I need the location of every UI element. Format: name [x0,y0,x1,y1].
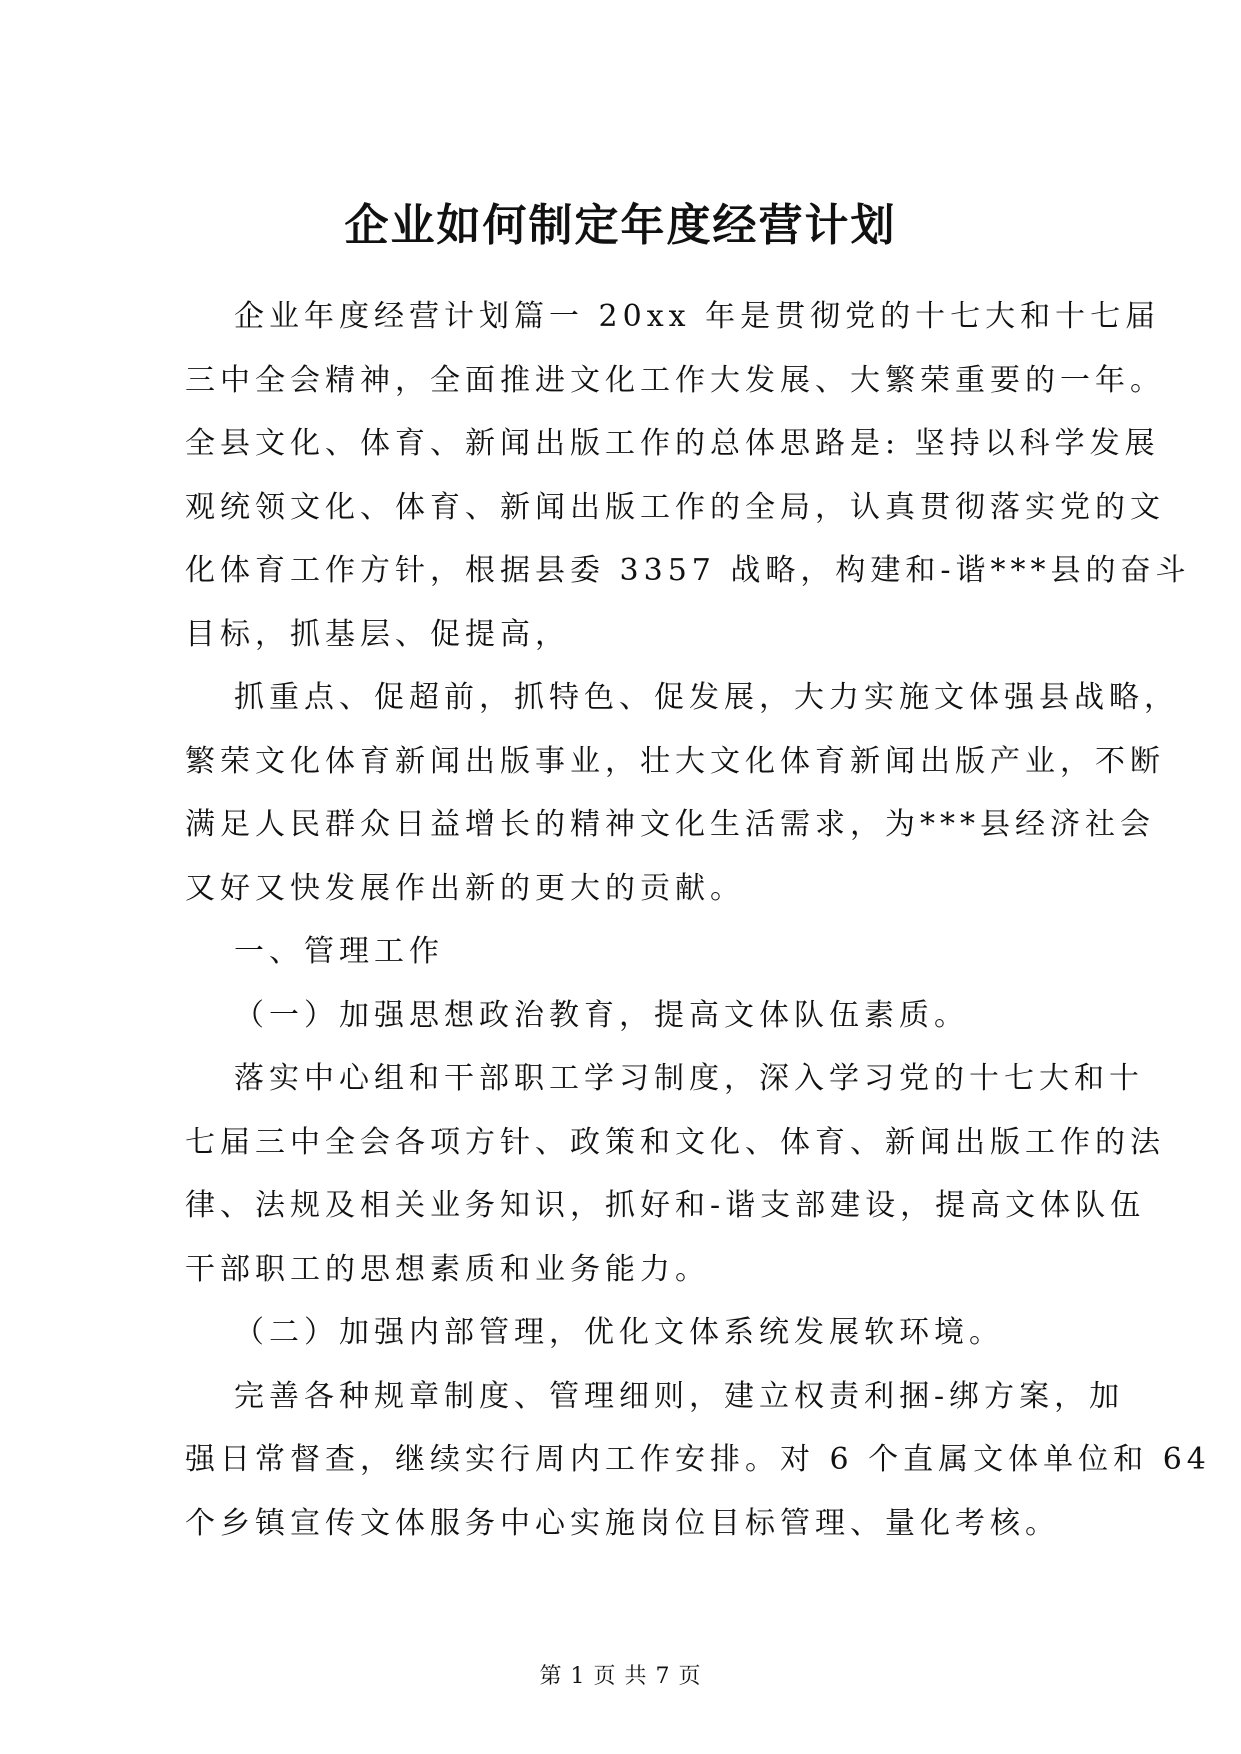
text-line: （一）加强思想政治教育，提高文体队伍素质。 [234,997,969,1033]
text-line: 又好又快发展作出新的更大的贡献。 [185,870,745,906]
text-line: 七届三中全会各项方针、政策和文化、体育、新闻出版工作的法 [185,1124,1165,1160]
text-line: 完善各种规章制度、管理细则，建立权责利捆-绑方案，加 [234,1378,1125,1414]
document-body [185,285,1211,1555]
document-title: 企业如何制定年度经营计划 [344,200,897,251]
text-line: 三中全会精神，全面推进文化工作大发展、大繁荣重要的一年。 [185,362,1165,398]
text-line: 全县文化、体育、新闻出版工作的总体思路是: 坚持以科学发展 [185,426,1160,461]
text-line: 目标，抓基层、促提高， [185,616,570,652]
text-line: 落实中心组和干部职工学习制度，深入学习党的十七大和十 [234,1061,1144,1096]
text-line: 满足人民群众日益增长的精神文化生活需求，为***县经济社会 [185,807,1155,842]
text-line: 化体育工作方针，根据县委 3357 战略，构建和-谐***县的奋斗 [185,553,1191,588]
text-line: 繁荣文化体育新闻出版事业，壮大文化体育新闻出版产业，不断 [185,743,1165,779]
text-line: 观统领文化、体育、新闻出版工作的全局，认真贯彻落实党的文 [185,489,1165,525]
text-line: 强日常督查，继续实行周内工作安排。对 6 个直属文体单位和 64 [185,1442,1211,1477]
text-line: 一、管理工作 [234,934,444,969]
text-line: 个乡镇宣传文体服务中心实施岗位目标管理、量化考核。 [185,1505,1060,1541]
text-line: 抓重点、促超前，抓特色、促发展，大力实施文体强县战略， [234,680,1179,715]
text-line: （二）加强内部管理，优化文体系统发展软环境。 [234,1315,1004,1350]
text-line: 企业年度经营计划篇一 20xx 年是贯彻党的十七大和十七届 [234,299,1161,334]
page-footer: 第 1 页 共 7 页 [539,1664,702,1689]
text-line: 律、法规及相关业务知识，抓好和-谐支部建设，提高文体队伍 [185,1188,1146,1223]
text-line: 干部职工的思想素质和业务能力。 [185,1251,710,1287]
